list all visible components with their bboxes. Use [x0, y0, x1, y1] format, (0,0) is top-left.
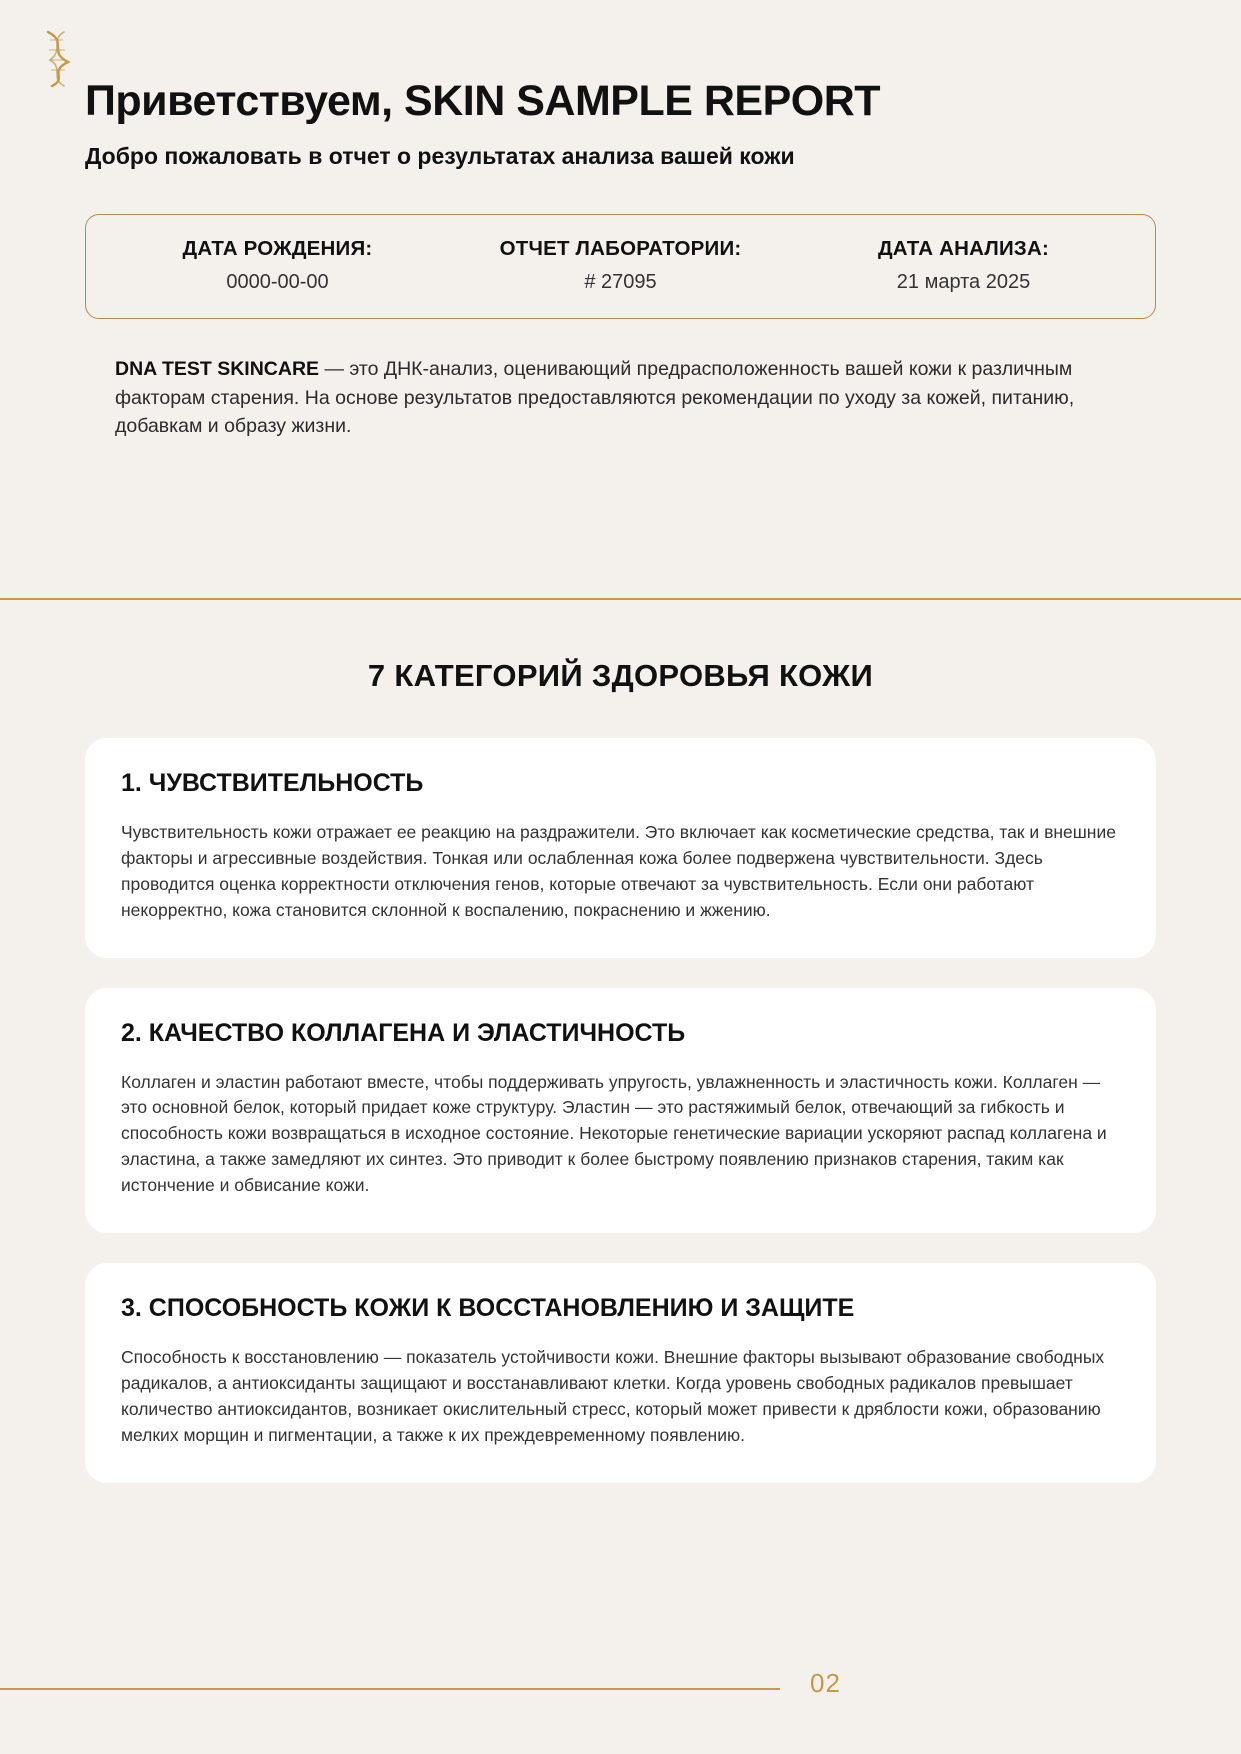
intro-text: — это ДНК-анализ, оценивающий предрасположенность вашей кожи к различным факторам старения. На основе результатов предоставляются рекомендации по уходу за кожей, питанию, добавкам и образу жизни.	[115, 357, 1075, 438]
category-card	[85, 988, 1156, 1233]
category-card-title: 1. ЧУВСТВИТЕЛЬНОСТЬ	[121, 769, 424, 797]
meta-analysis-date	[792, 237, 1135, 294]
category-card-body: Чувствительность кожи отражает ее реакцию на раздражители. Это включает как косметические средства, так и внешние факторы и агрессивные воздействия. Тонкая или ослабленная кожа более подвержена чувствительности. Здесь проводится оценка корректности отключения генов, которые отвечают за чувствительность. Если они работают некорректно, кожа становится склонной к воспалению, покраснению и жжению.	[121, 822, 1116, 920]
category-card-body: Коллаген и эластин работают вместе, чтобы поддерживать упругость, увлажненность и эластичность кожи. Коллаген — это основной белок, который придает коже структуру. Эластин — это растяжимый белок, отвечающий за гибкость и способность кожи возвращаться в исходное состояние. Некоторые генетические вариации ускоряют распад коллагена и эластина, а также замедляют их синтез. Это приводит к более быстрому появлению признаков старения, таким как истончение и обвисание кожи.	[121, 1071, 1107, 1196]
footer-rule	[0, 1688, 780, 1690]
intro-paragraph	[85, 355, 1155, 442]
meta-birthdate	[106, 237, 449, 294]
page-subtitle: Добро пожаловать в отчет о результатах анализа вашей кожи	[85, 143, 795, 170]
meta-analysis-date-label: ДАТА АНАЛИЗА:	[878, 236, 1049, 260]
meta-birthdate-label: ДАТА РОЖДЕНИЯ:	[182, 236, 373, 260]
categories-title: 7 КАТЕГОРИЙ ЗДОРОВЬЯ КОЖИ	[367, 658, 874, 693]
category-card-body: Способность к восстановлению — показатель устойчивости кожи. Внешние факторы вызывают образование свободных радикалов, а антиоксиданты защищают и восстанавливают клетки. Когда уровень свободных радикалов превышает количество антиоксидантов, возникает окислительный стресс, который может привести к дряблости кожи, образованию мелких морщин и пигментации, а также к их преждевременному появлению.	[121, 1347, 1105, 1445]
page-number: 02	[810, 1668, 841, 1698]
category-card-title: 2. КАЧЕСТВО КОЛЛАГЕНА И ЭЛАСТИЧНОСТЬ	[121, 1018, 686, 1047]
dna-helix-icon	[38, 30, 78, 88]
intro-lead: DNA TEST SKINCARE	[115, 357, 320, 380]
category-card	[85, 738, 1156, 958]
page-footer	[0, 1668, 1241, 1708]
category-card	[85, 1263, 1156, 1483]
meta-birthdate-value: 0000-00-00	[226, 270, 329, 293]
meta-analysis-date-value: 21 марта 2025	[896, 270, 1031, 293]
page-title: Приветствуем, SKIN SAMPLE REPORT	[85, 77, 881, 125]
hero-section	[0, 0, 1241, 600]
report-meta-card	[85, 214, 1156, 319]
meta-lab-report-label: ОТЧЕТ ЛАБОРАТОРИИ:	[499, 236, 742, 260]
meta-lab-report	[449, 237, 792, 294]
category-card-title: 3. СПОСОБНОСТЬ КОЖИ К ВОССТАНОВЛЕНИЮ И ЗАЩИТЕ	[121, 1294, 855, 1323]
meta-lab-report-value: # 27095	[584, 270, 657, 293]
gold-divider	[0, 598, 1241, 600]
categories-section	[0, 658, 1241, 1483]
